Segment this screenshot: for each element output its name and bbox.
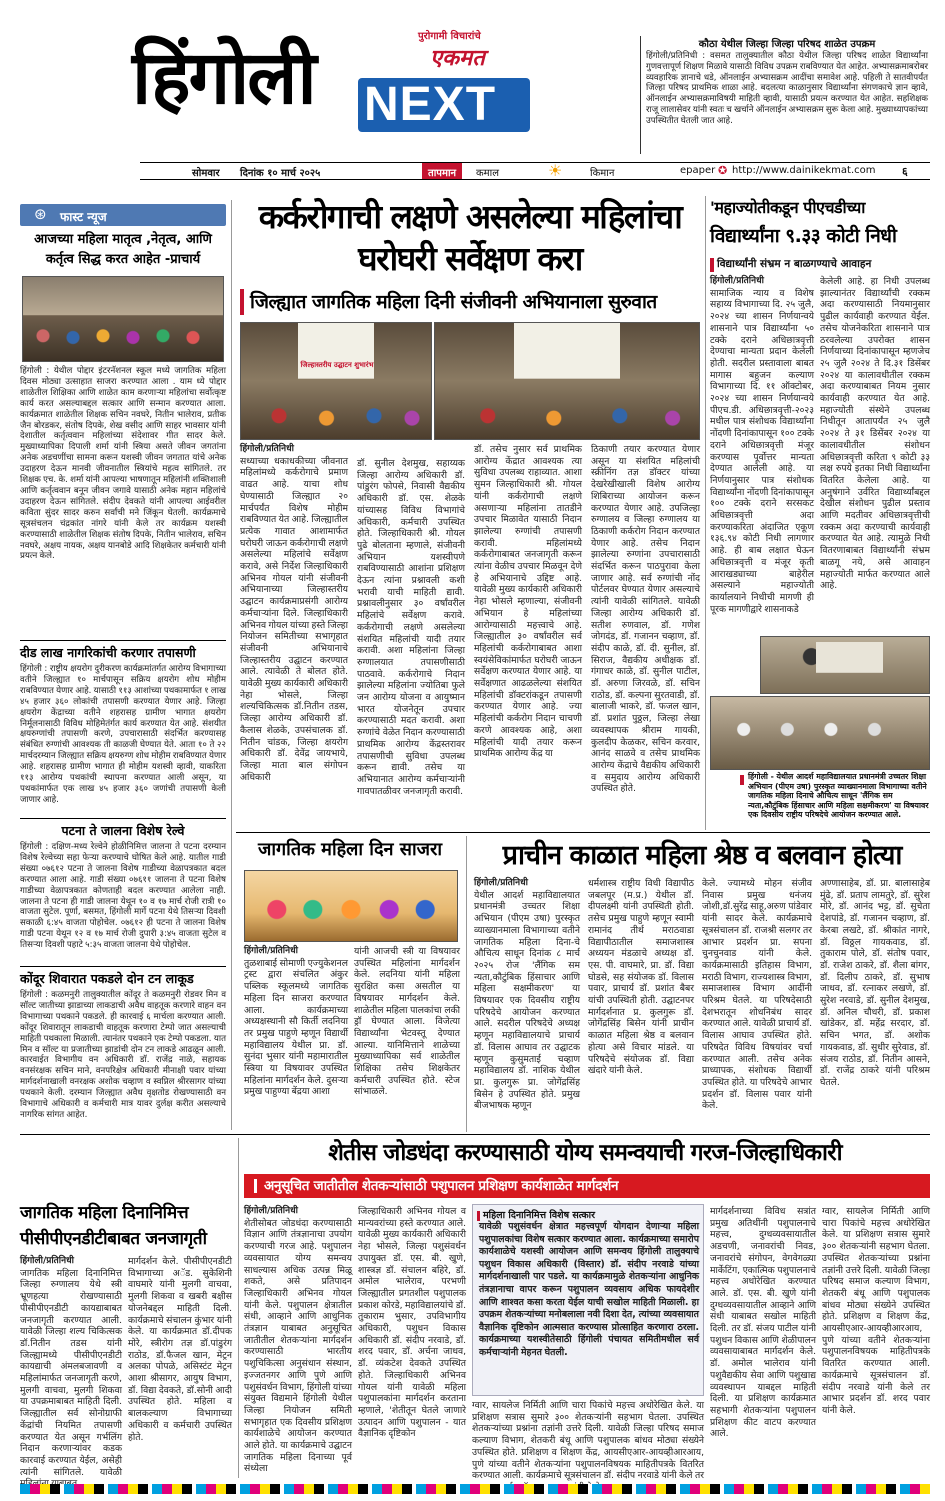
right-col1-text: सामाजिक न्याय व विशेष सहाय्य विभागाच्या दि. २५ जुलै, २०२४ च्या शासन निर्णयान्वये शासनाने पात्र विद्यार्थ्यांना ५० टक्के दराने अधिछात्रवृत्ती देण्याचा मान्यता प्रदान केलेली होती. सदरील प्रस्तावाला बाबत मागास बहुजन कल्याण विभागाच्या दि. ११ ऑक्टोबर, २०२४ च्या शासन निर्णयान्वये पीएच.डी. अधिछात्रवृत्ती-२०२३ मधील पात्र संशोधक विद्यार्थ्यांना नोंदणी दिनांकापासून १०० टक्के दराने अधिछात्रवृत्ती मंजूर करण्यास पूर्वोत्तर मान्यता देण्यात आलेली आहे. या निर्णयानुसार पात्र संशोधक विद्यार्थ्यांना नोंदणी दिनांकापासून १०० टक्के दराने सरसकट अधिछात्रवृत्ती अदा करण्याकरिता अंदाजित एकूण १३६.९४ कोटी निधी लागणार आहे. ही बाब लक्षात घेऊन अधिछात्रवृत्ती व मंजूर कृती आराखड्याच्या बाहेरील असल्याने महाज्योती कार्यालयाने निधीची मागणी ही पूरक मागणीद्वारे शासनाकडे — [710, 287, 814, 615]
main-byline: हिंगोली/प्रतिनिधी — [240, 444, 295, 454]
fast-news-story1-headline: आजच्या महिला मातृत्व ,नेतृत्व, आणि कर्तृत्व सिद्ध करत आहेत -प्राचार्य — [34, 232, 212, 267]
ancient-col4: अण्णासाहेब, डॉ. प्रा. बालासाहेब मुंढे, डॉ. प्रताप लामतुरे, डॉ. सुरेश मोरे, डॉ. आनंद भट्ट, डॉ. सुचेता देशपांडे, डॉ. गजानन चव्हाण, डॉ. केरबा लखटे, डॉ. श्रीकांत नागरे, डॉ. विठ्ठल गायकवाड, डॉ. तुकाराम पोले, डॉ. संतोष पवार, डॉ. राजेश ठाकरे, डॉ. शैला बांगर, डॉ. दिलीप ठाकरे, डॉ. सुभाष जाधव, डॉ. रत्नाकर लखणे, डॉ. सुरेश नरवाडे, डॉ. सुनील देशमुख, डॉ. अनिल चौधरी, डॉ. प्रकाश खांडेकर, डॉ. महेंद्र सरदार, डॉ. सचिन भगत, डॉ. अशोक गायकवाड, डॉ. सुधीर सुरेवाड, डॉ. संजय राठोड, डॉ. नितीन आसने, डॉ. राजेंद्र ठाकरे यांनी परिश्रम घेतले. — [820, 878, 930, 1088]
farm-banner-text: अनुसूचित जातीतील शेतकऱ्यांसाठी पशुपालन प्रशिक्षण कार्यशाळेत मार्गदर्शन — [264, 1178, 619, 1194]
main-event-photo-left — [240, 322, 432, 440]
ancient-col3: केले. ज्यामध्ये मोहन संजीव निवास प्रमुख धनंजय जोशी,डॉ.सुरेंद्र साहू,अरुण पांडेवार यांनी सादर केले. कार्यक्रमाचे सूत्रसंचालन डॉ. राजश्री सलगर तर आभार प्रदर्शन प्रा. सपना चुनचुनवाड यांनी केले. कार्यक्रमासाठी इतिहास विभाग, मराठी विभाग, राज्यशास्त्र विभाग, समाजशास्त्र विभाग आदींनी परिश्रम घेतले. या परिषदेसाठी देशभरातून शोधनिबंध सादर करण्यात आले. यावेळी प्राचार्य डॉ. विलास आघाव उपस्थित होते. परिषदेत विविध विषयांवर चर्चा करण्यात आली. तसेच अनेक प्राध्यापक, संशोधक विद्यार्थी उपस्थित होते. या परिषदेचे आभार प्रदर्शन डॉ. विलास पवार यांनी केले. — [702, 878, 812, 1112]
photo-banner-text: जिल्हास्तरीय उद्घाटन शुभारंभ — [300, 361, 374, 369]
main-event-photo-right — [434, 322, 700, 440]
womens-day-headline: जागतिक महिला दिन साजरा — [258, 839, 442, 860]
womens-col1-text: तुळशाबाई सोमाणी एज्युकेशनल ट्रस्ट द्वारा संचलित अंकुर पब्लिक स्कूलमध्ये जागतिक महिला दिन साजरा करण्यात आला. कार्यक्रमाच्या अध्यक्षस्थानी सौ किर्ती लदनिया तर प्रमुख पाहुणे म्हणून विद्यार्थी महाविद्यालय येथील प्रा. डॉ. सुनंदा भुसार यांनी महामारातील स्त्रिया या विषयावर उपस्थित महिलांना मार्गदर्शन केले. दुसऱ्या प्रमुख पाहुण्या बेंद्रया आशा — [244, 957, 348, 1098]
farm-banner — [244, 1174, 930, 1198]
color-registration-bar — [20, 1484, 930, 1494]
main-col4: ठिकाणी तयार करण्यात येणार असून या संशयित महिलांची स्क्रीनिंग तज्ञ डॉक्टर यांच्या देखरेखीखाली विशेष आरोग्य शिबिराच्या आयोजन करून करण्यात येणार आहे. उपजिल्हा रुग्णालय व जिल्हा रुग्णालय या ठिकाणी कर्करोग निदान करण्यात येणार आहे. तसेच निदान झालेल्या रुग्णांना उपचारासाठी संदर्भित करून पाठपुरावा केला जाणार आहे. सर्व रुग्णांची नोंद पोर्टलवर घेण्यात येणार असल्याचे त्यांनी यावेळी सांगितले. यावेळी जिल्हा आरोग्य अधिकारी डॉ. सतीश रुणवाल, डॉ. गणेश जोगदंड, डॉ. गजानन चव्हाण, डॉ. संदीप काळे, डॉ. दी. सुनील, डॉ. सिराज, वैद्यकीय अधीक्षक डॉ. गंगाधर काळे, डॉ. सुनील पाटील, डॉ. अरुणा जिरवळे, डॉ. सचिन राठोड, डॉ. कल्पना सुरतवाडी, डॉ. बालाजी भाकरे, डॉ. फजल खान, डॉ. प्रशांत पुठ्ठल, जिल्हा लेखा व्यवस्थापक श्रीराम गायकी, कुलदीप केळकर, सचिन करवार, आनंद साळवे व तसेच प्राथमिक आरोग्य केंद्राचे वैद्यकीय अधिकारी व समुदाय आरोग्य अधिकारी उपस्थित होते. — [591, 444, 700, 795]
brand-tag: पुरोगामी विचारांचे — [418, 31, 481, 42]
ancient-col2: धर्मशास्त्र राष्ट्रीय विधी विद्यापीठ जबलपूर (म.प्र.) येथील डॉ. दीपलक्ष्मी यांनी उपस्थिती होती. तसेच प्रमुख पाहुणे म्हणून स्वामी रामानंद तीर्थ मराठवाडा विद्यापीठातील समाजशास्त्र अध्ययन मंडळाचे अध्यक्ष डॉ. एस. पी. वाघमारे, प्रा. डॉ. विद्या घोडसे, सह संयोजक डॉ. विलास पवार, प्राचार्य डॉ. प्रशांत बैबर यांची उपस्थिती होती. उद्घाटनपर मार्गदर्शनात प्र. कुलगुरू डॉ. जोगेंद्रसिंह बिसेन यांनी प्राचीन काळात महिला श्रेष्ठ व बलवान होत्या असे विचार मांडले. या परिषदेचे संयोजक डॉ. विद्या खंदारे यांनी केले. — [588, 878, 694, 1077]
next-text: NEXT — [364, 78, 497, 131]
farm-byline: हिंगोली/प्रतिनिधी — [244, 1206, 299, 1216]
right-photo-caption: हिंगोली - येथील आदर्श महाविद्यालयात प्रधानमंत्री उच्चतर शिक्षा अभियान (पीएम उषा) पुरस्कृत व्याख्यानमाला विभागाच्या वतीने जागतिक महिला दिनाचे औचित्य साधून 'लैंगिक सम न्यता,कौटुंबिक हिंसाचार आणि महिला सक्षमीकरण' या विषयावर एक दिवसीय राष्ट्रीय परिषदेचे आयोजन करण्यात आले. — [748, 772, 929, 820]
right-headline: विद्यार्थ्यांना ९.३३ कोटी निधी — [710, 225, 897, 247]
school-event-photo — [22, 276, 224, 362]
main-headline: कर्करोगाची लक्षणे असलेल्या महिलांचा घरोघरी सर्वेक्षण करा — [258, 197, 682, 278]
fast-news-icon: ⊛ — [34, 205, 47, 223]
farm-highlight-bar — [477, 1211, 480, 1221]
main-story-body — [240, 444, 700, 828]
brief-body: हिंगोली/प्रतिनिधी : वसमत तालुक्यातील कौठा येथील जिल्हा परिषद शाळेत विद्यार्थ्यांना गुणवत्तापूर्ण शिक्षण मिळावे यासाठी विविध उपक्रम राबविण्यात येत आहेत. अभ्यासक्रमाबरोबर व्यवहारिक ज्ञानाचे धडे, ऑनलाईन अभ्यासक्रम आदींचा समावेश आहे. पहिली ते सातवीपर्यंत जिल्हा परिषद प्राथमिक शाळा आहे. बदलत्या काळानुसार विद्यार्थ्यांना संगणकाचे ज्ञान व्हावे, ऑनलाईन अभ्यासक्रमाविषयी माहिती व्हावी, यासाठी प्रयत्न करण्यात येत आहेत. सहशिक्षक राजू लालासेवर यांनी स्वतः च खर्चाने ऑनलाईन अभ्यासक्रम सुरू केला आहे. मुख्याध्यापकांच्या उपस्थितीत घेतली जात आहे. — [646, 51, 928, 126]
fast-news-story2-body: हिंगोली : राष्ट्रीय क्षयरोग दुरीकरण कार्यक्रमांतर्गत आरोग्य विभागाच्या वतीने जिल्ह्यात १० मार्चपासून सक्रिय क्षयरोग शोध मोहीम राबविण्यात येणार आहे. यासाठी ११३ आशांच्या पथकामार्फत १ लाख ४५ हजार ३६० लोकांची तपासणी करण्यात येणार आहे. जिल्हा क्षयरोग केंद्राच्या वतीने शहरासह ग्रामीण भागात क्षयरोग निर्मूलनासाठी विविध मोहिमेतंर्गत कार्य करण्यात येत आहे. संशयीत क्षयरुग्णांची तपासणी करणे, उपचारासाठी संदर्भित करण्यासह संबंधित रुग्णांची आवश्यक ती काळजी घेण्यात येते. आता १० ते २२ मार्चदरम्यान जिल्ह्यात सक्रिय क्षयरुग्ण शोध मोहीम राबविण्यात येणार आहे. शहरासह ग्रामीण भागात ही मोहीम यशस्वी व्हावी, याकरिता ११३ आरोग्य पथकांची स्थापना करण्यात आली असून, या पथकांमार्फत एक लाख ४५ हजार ३६० जणांची तपासणी केली जाणार आहे. — [20, 664, 226, 805]
pcpndt-headline: जागतिक महिला दिनानिमित्त पीसीपीएनडीटीबाबत जनजागृती — [20, 1203, 207, 1249]
masthead-title: हिंगोली — [132, 35, 315, 121]
max-label: कमाल — [476, 168, 500, 179]
fast-news-story4-headline: कोंदूर शिवारात पकडले दोन टन लाकूड — [20, 971, 194, 986]
main-subhead: जिल्ह्यात जागतिक महिला दिनी संजीवनी अभियानाला सुरुवात — [250, 291, 657, 313]
fast-news-story1-body: हिंगोली : येथील पोद्दार इंटरनॅशनल स्कूल मध्ये जागतिक महिला दिवस मोठ्या उत्साहात साजरा करण्यात आला . याम ध्ये पोद्दार शाळेतील शिक्षिका आणि शाळेत काम करणाऱ्या महिलांचा सर्वोत्कृष्ट कार्य करत असल्याबद्दल सत्कार आणि सन्मान करण्यात आला. कार्यक्रमात शाळेतील शिक्षक सचिन नवघरे, नितीन भालेराव, प्रतीक जैन बोरडकर, संतोष दिपके, शेख वसीद आणि साहर भावसार यांनी देशातील कर्तृत्ववान महिलांच्या संदेशावर गीत सादर केले. मुख्याध्यापिका दिपाली शर्मा यांनी स्त्रिया असते जीवन जगतांना अनेक अडचणींचा सामना करून यशस्वी जीवन जगतात यांचे अनेक उदाहरण देऊन मानवी जीवनातील स्त्रियांचे महत्व सांगितले. तर शिक्षक एच. के. शर्मा यांनी आपल्या भाषणातून महिलांनी शक्तिशाली आणि कर्तृत्ववान बनून जीवन जगावे यासाठी अनेक महान महिलांचे उदाहरण देऊन सांगितले. संदीप देवकते यांनी आपल्या आईवरील कविता सुंदर सादर करुन सर्वांची मने जिंकून घेतली. कार्यक्रमाचे सूत्रसंचलन चंद्रकांत नांगरे यांनी केले तर कार्यक्रम यशस्वी करण्यासाठी शाळेतील शिक्षक संतोष दिपके, नितीन भालेराव, सचिन नवघरे, अक्षय नायक, अक्षय यानबोडे आदि शिक्षकेतर कर्मचारी यांनी प्रयत्न केले. — [20, 366, 226, 562]
main-col1-text: सध्याच्या धकाधकीच्या जीवनात महिलांमध्ये कर्करोगाचे प्रमाण वाढत आहे. याचा शोध घेण्यासाठी जिल्ह्यात २० मार्चपर्यंत विशेष मोहीम राबविण्यात येत आहे. जिल्ह्यातील प्रत्येक गावात आशामार्फत घरोघरी जाऊन कर्करोगाची लक्षणे असलेल्या महिलांचे सर्वेक्षण करावे, असे निर्देश जिल्हाधिकारी अभिनव गोयल यांनी संजीवनी अभियानाच्या जिल्हास्तरीय उद्घाटन कार्यक्रमाप्रसंगी आरोग्य कर्मचाऱ्यांना दिले. जिल्हाधिकारी अभिनव गोयल यांच्या हस्ते जिल्हा नियोजन समितीच्या सभागृहात संजीवनी अभियानाचे जिल्हास्तरीय उद्घाटन करण्यात आले. त्यावेळी ते बोलत होते. यावेळी मुख्य कार्यकारी अधिकारी नेहा भोसले, जिल्हा शल्यचिकित्सक डॉ.नितीन तडस, जिल्हा आरोग्य अधिकारी डॉ. कैलास शेळके, उपसंचालक डॉ. नितीन चांडक, जिल्हा क्षयरोग अधिकारी डॉ. देवेंद्र जायभाये, जिल्हा माता बाल संगोपन अधिकारी — [240, 455, 349, 783]
epaper-label: epaper — [680, 165, 716, 176]
sun-icon: ☀ — [548, 161, 563, 180]
womens-day-photo — [244, 870, 458, 942]
farm-banner-bar — [254, 1179, 257, 1193]
issue-date: दिनांक १० मार्च २०२५ — [240, 168, 321, 179]
top-right-brief — [646, 38, 928, 156]
ancient-headline: प्राचीन काळात महिला श्रेष्ठ व बलवान होत्या — [502, 840, 902, 871]
brand-logo: एकमत — [430, 46, 485, 71]
right-kicker: 'महाज्योतीकडून पीएचडीच्या — [710, 198, 865, 217]
womens-byline: हिंगोली/प्रतिनिधी — [244, 946, 299, 956]
page-number: ६ — [902, 165, 908, 178]
issue-day: सोमवार — [192, 168, 220, 179]
farm-col4: मार्गदर्शनाच्या विविध सत्रांत प्रमुख अतिथींनी पशुपालनाचे महत्त्व, दुग्धव्यवसायातील अडचणी, जनावरांची निवड, जनावरांचे संगोपन, वेगवेगळ्या मार्केटिंग, एकात्मिक पशुपालनाचे महत्त्व अधोरेखित करण्यात आले. डॉ. एस. बी. खुणे यांनी दुग्धव्यवसायातील आव्हाने आणि संधी याबाबत सखोल माहिती दिली. तर डॉ. संजय पाटील यांनी पशुधन विकास आणि शेळीपालन व्यवसायाबाबत मार्गदर्शन केले. डॉ. अमोल भालेराव यांनी पशुवैद्यकीय सेवा आणि पशुखाद्य व्यवस्थापन याबद्दल माहिती दिली. या प्रशिक्षण कार्यक्रमात सहभागी शेतकऱ्यांना पशुपालन प्रशिक्षण कीट वाटप करण्यात आले. — [710, 1206, 816, 1440]
ancient-col1-text: येथील आदर्श महाविद्यालयात प्रधानमंत्री उच्चतर शिक्षा अभियान (पीएम उषा) पुरस्कृत व्याख्यानमाला विभागाच्या वतीने जागतिक महिला दिना-चे औचित्य साधून दिनांक ८ मार्च २०२५ रोज 'लैंगिक सम न्यता,कौटुंबिक हिंसाचार आणि महिला सक्षमीकरण' या विषयावर एक दिवसीय राष्ट्रीय परिषदेचे आयोजन करण्यात आले. सदरील परिषदेचे अध्यक्ष म्हणून महाविद्यालयाचे प्राचार्य डॉ. विलास आघाव तर उद्घाटक म्हणून कुसुमताई चव्हाण महाविद्यालय डॉ. नाशिक येथील प्रा. कुलगुरू प्रा. जोगेंद्रसिंह बिसेन हे उपस्थित होते. प्रमुख बीजभाषक म्हणून — [474, 889, 580, 1112]
pcpndt-col2: मार्गदर्शन केले. पीसीपीएनडीटी विभागाच्या अॅड. सुकेशिनी वाघमारे यांनी मुलगी वाचवा, मुलगी शिकवा व खबरी बक्षीस योजनेबद्दल माहिती दिली. कार्यक्रमाचे संचालन कुंभार यांनी केले. या कार्यक्रमात डॉ.दीपक मोरे, स्त्रीरोग तज्ञ डॉ.पांडुरंग राठोड, डॉ.फैजल खान, मेट्रन अलका पोपळे, असिस्टंट मेट्रन आशा श्रीसागर, आयुष विभाग, डॉ. विद्या देवकते, डॉ.सोनी आदी उपस्थित होते. महिला व बालकल्याण विभागाच्या अधिकारी व कर्मचारी उपस्थित होते. — [128, 1256, 232, 1443]
temp-label: तापमान — [422, 163, 462, 179]
farm-col2: जिल्हाधिकारी अभिनव गोयल व मान्यवरांच्या हस्ते करण्यात आले. यावेळी मुख्य कार्यकारी अधिकारी नेहा भोसले, जिल्हा पशुसंवर्धन उपायुक्त डॉ. एस. बी. खुणे, शास्त्रज्ञ डॉ. संचालन बहिरे, डॉ. अमोल भालेराव, परभणी जिल्ह्यातील प्रगतशील पशुपालक प्रकाश कोरडे, महाविद्यालयांचे डॉ. तुकाराम भुसार, उपविभागीय अधिकारी, पशुधन विकास अधिकारी डॉ. संदीप नरवाडे, डॉ. शरद पवार, डॉ. अर्चना जाधव, डॉ. व्यंकटेश देवकते उपस्थित होते. जिल्हाधिकारी अभिनव गोयल यांनी यावेळी महिला पशुपालकांना मार्गदर्शन करताना म्हणाले, 'शेतीतून घेतले जाणारे उत्पादन आणि पशुपालन - यात वैज्ञानिक दृष्टिकोन — [358, 1206, 466, 1440]
farm-col1-text: शेतीसोबत जोडधंदा करण्यासाठी विज्ञान आणि तंत्रज्ञानाचा उपयोग करण्याची गरज आहे. पशुपालन व्यवसायात योग्य समन्वय साधल्यास अधिक उत्पन्न मिळू शकते, असे प्रतिपादन जिल्हाधिकारी अभिनव गोयल यांनी केले. पशुपालन क्षेत्रातील संधी, आव्हाने आणि आधुनिक तंत्रज्ञान याबाबत अनुसूचित जातीतील शेतकऱ्यांना मार्गदर्शन करण्यासाठी भारतीय पशुचिकित्सा अनुसंधान संस्थान, इज्जतनगर आणि पुणे आणि पशुसंवर्धन विभाग, हिंगोली यांच्या संयुक्त विद्यमाने हिंगोली येथील जिल्हा नियोजन समिती सभागृहात एक दिवसीय प्रशिक्षण कार्यशाळेचे आयोजन करण्यात आले होते. या कार्यक्रमाचे उद्घाटन जागतिक महिला दिनाच्या पूर्व संध्येला — [244, 1217, 352, 1475]
right-col2: केलेली आहे. हा निधी उपलब्ध झाल्यानंतर विद्यार्थ्यांची रक्कम अदा करण्यासाठी नियमानुसार पुढील कार्यवाही करण्यात येईल. तसेच योजनेकरिता शासनाने पात्र ठरवलेल्या उपरोक्त शासन निर्णयाच्या दिनांकापासून म्हणजेच २५ जुलै २०२४ ते दि.३१ डिसेंबर २०२४ या कालावधीतील रक्कम अदा करण्याबाबत नियम नुसार कार्यवाही करण्यात येत आहे. महाज्योती संस्थेने उपलब्ध निधीतून आतापर्यंत २५ जुलै २०२४ ते ३१ डिसेंबर २०२४ या कालावधीतील संशोधन अधिछात्रवृत्ती करिता ९ कोटी ३३ लक्ष रुपये इतका निधी विद्यार्थ्यांना वितरित केलेला आहे. या अनुषंगाने उर्वरित विद्यार्थ्यांबद्दल देखील संशोधन पुढील प्रस्ताव आणि मदतीवर अधिछात्रवृत्तीची रक्कम अदा करण्याची कार्यवाही करण्यात येत आहे. त्यामुळे निधी वितरणाबाबत विद्यार्थ्यांनी संभ्रम बाळगू नये, असे आवाहन महाज्योती मार्फत करण्यात आले आहे. — [820, 276, 930, 592]
brief-headline: कौठा येथील जिल्हा जिल्हा परिषद शाळेत उपक्रम — [698, 39, 876, 50]
main-subhead-bar — [240, 289, 244, 315]
right-byline: हिंगोली/प्रतिनिधी — [710, 276, 765, 286]
womens-col1 — [244, 946, 348, 1132]
fast-news-story2-headline: दीड लाख नागरिकांची करणार तपासणी — [20, 645, 196, 660]
website-url: http://www.dainikekmat.com — [732, 165, 876, 176]
farm-highlight-body: यावेळी पशुसंवर्धन क्षेत्रात महत्त्वपूर्ण योगदान देणाऱ्या महिला पशुपालकांचा विशेष सत्कार करण्यात आला. कार्यक्रमाच्या समारोप कार्यशाळेचे यशस्वी आयोजन आणि समन्वय हिंगोली तालुक्याचे पशुधन विकास अधिकारी (विस्तार) डॉ. संदीप नरवाडे यांच्या मार्गदर्शनाखाली पार पडले. या कार्यक्रमामुळे शेतकऱ्यांना आधुनिक तंत्रज्ञानाचा वापर करून पशुपालन व्यवसाय अधिक फायदेशीर आणि शाश्वत कसा करता येईल याची सखोल माहिती मिळाली. हा उपक्रम शेतकऱ्यांच्या मनोबलाला नवी दिशा देत, त्यांच्या व्यवसायात वैज्ञानिक दृष्टिकोन आत्मसात करण्यास प्रोत्साहित करणारा ठरला. कार्यक्रमाच्या यशस्वीतेसाठी हिंगोली पंचायत समितीमधील सर्व कर्मचाऱ्यांनी मेहनत घेतली. — [479, 1221, 699, 1358]
right-col1 — [710, 276, 814, 636]
fast-news-label: फास्ट न्यूज — [60, 210, 107, 224]
farm-highlight-box — [472, 1204, 704, 1396]
womens-col2: यांनी आजची स्त्री या विषयावर उपस्थित महिलांना मार्गदर्शन केले. लदनिया यांनी महिला सुरक्षित कसा असतील या विषयावर मार्गदर्शन केले. शाळेतील महिला पालकांचा लकी ड्रॉ घेण्यात आला. विजेत्या विद्यार्थ्यांना भेटवस्तू देण्यात आल्या. यानिमित्ताने शाळेच्या मुख्याध्यापिका सर्व शाळेतील शिक्षिका तसेच शिक्षकेतर कर्मचारी उपस्थित होते. स्टेज सांभाळले. — [354, 946, 460, 1098]
date-strip — [140, 162, 930, 180]
main-col1 — [240, 444, 348, 828]
farm-headline: शेतीस जोडधंदा करण्यासाठी योग्य समन्वयाची गरज-जिल्हाधिकारी — [328, 1140, 842, 1166]
ancient-byline: हिंगोली/प्रतिनिधी — [474, 878, 529, 888]
fast-news-story3-headline: पटना ते जालना विशेष रेल्वे — [61, 823, 185, 838]
pcpndt-byline: हिंगोली/प्रतिनिधी — [20, 1256, 75, 1266]
right-caption-bar — [740, 775, 744, 785]
fast-news-story3-body: हिंगोली : दक्षिण-मध्य रेल्वेने होळीनिमित्त जालना ते पटना दरम्यान विशेष रेल्वेच्या सहा फेऱ्या करण्याचे घोषित केले आहे. यातील गाडी संख्या ०७६१२ पटना ते जालना विशेष गाडीच्या वेळापत्रकात बदल करण्यात आला आहे. गाडी संख्या ०७६११ जालना ते पटना विशेष गाडीच्या वेळापत्रकात कोणताही बदल करण्यात आलेला नाही. जालना ते पटना ही गाडी जालना येथून १० व १७ मार्च रोजी रात्री १० वाजता सुटेल. पूर्णा, बसमत, हिंगोली मार्गे पटना येथे तिसऱ्या दिवशी सकाळी ६:४५ वाजता पोहोचेल. ०७६१२ ही पटना ते जालना विशेष गाडी पटना येथून १२ व १७ मार्च रोजी दुपारी ३:४५ वाजता सुटेल व तिसऱ्या दिवशी पहाटे ५:३५ वाजता जालना येथे पोहोचेल. — [20, 842, 226, 951]
right-subhead-bar — [710, 258, 714, 272]
right-subhead: विद्यार्थ्यांनी संभ्रम न बाळगण्याचे आवाहन — [717, 258, 872, 270]
farm-col1 — [244, 1206, 352, 1476]
farm-highlight-head: महिला दिनानिमित्त विशेष सत्कार — [483, 1210, 596, 1221]
farm-col5: ग्वार, सायलेज निर्मिती आणि चारा पिकांचे महत्त्व अधोरेखित केले. या प्रशिक्षण सत्रास सुमारे ३०० शेतकऱ्यांनी सहभाग घेतला. उपस्थित शेतकऱ्यांच्या प्रश्नांना तज्ञांनी उत्तरे दिली. यावेळी जिल्हा परिषद समाज कल्याण विभाग, शेतकरी बंधू आणि पशुपालक बांधव मोठ्या संख्येने उपस्थित होते. प्रशिक्षण व शिक्षण केंद्र, आयसीएआर-आयव्हीआरआय, पुणे यांच्या वतीने शेतकऱ्यांना पशुपालनविषयक माहितीपत्रके वितरित करण्यात आली. कार्यक्रमाचे सूत्रसंचालन डॉ. संदीप नरवाडे यांनी केले तर आभार प्रदर्शन डॉ. शरद पवार यांनी केले. — [822, 1206, 930, 1416]
fast-news-header — [20, 204, 226, 226]
seminar-audience-photo — [710, 696, 930, 770]
seminar-speaker-photo — [760, 636, 930, 694]
ancient-col1 — [474, 878, 580, 1132]
farm-col3-cont: ग्वार, सायलेज निर्मिती आणि चारा पिकांचे महत्त्व अधोरेखित केले. या प्रशिक्षण सत्रास सुमारे ३०० शेतकऱ्यांनी सहभाग घेतला. उपस्थित शेतकऱ्यांच्या प्रश्नांना तज्ञांनी उत्तरे दिली. यावेळी जिल्हा परिषद समाज कल्याण विभाग, शेतकरी बंधू आणि पशुपालक बांधव मोठ्या संख्येने उपस्थित होते. प्रशिक्षण व शिक्षण केंद्र, आयसीएआर-आयव्हीआरआय, पुणे यांच्या वतीने शेतकऱ्यांना पशुपालनविषयक माहितीपत्रके वितरित करण्यात आली. कार्यक्रमाचे सूत्रसंचालन डॉ. संदीप नरवाडे यांनी केले तर — [472, 1400, 704, 1482]
main-col3: डॉ. तसेच नुसार सर्व प्राथमिक आरोग्य केंद्रात आवश्यक त्या सुविधा उपलब्ध राहाव्यात. आशा सुमन जिल्हाधिकारी श्री. गोयल यांनी कर्करोगाची लक्षणे असणाऱ्या महिलांना तातडीने उपचार मिळावेत यासाठी निदान झालेल्या रुग्णांची तपासणी करावी. महिलांमध्ये कर्करोगाबाबत जनजागृती करून त्यांना वेळीच उपचार मिळवून देणे हे अभियानाचे उद्दिष्ट आहे. यावेळी मुख्य कार्यकारी अधिकारी नेहा भोसले म्हणाल्या, संजीवनी अभियान हे महिलांच्या आरोग्यासाठी महत्त्वाचे आहे. जिल्ह्यातील ३० वर्षांवरील सर्व महिलांची कर्करोगाबाबत आशा स्वयंसेविकांमार्फत घरोघरी जाऊन सर्वेक्षण करण्यात येणार आहे. या सर्वेक्षणात आढळलेल्या संशयित महिलांची डॉक्टरांकडून तपासणी करण्यात येणार आहे. ज्या महिलांची कर्करोग निदान चाचणी करणे आवश्यक आहे, अशा महिलांची यादी तयार करून प्राथमिक आरोग्य केंद्र या — [474, 444, 582, 760]
min-label: किमान — [590, 168, 615, 179]
epaper-icon: ✪ — [718, 164, 728, 177]
pcpndt-col1 — [20, 1256, 122, 1476]
pcpndt-col1-text: जागतिक महिला दिनानिमित्त जिल्हा रुग्णालय येथे स्त्री भ्रूणहत्या रोखण्यासाठी पीसीपीएनडीटी कायद्याबाबत जनजागृती करण्यात आली. यावेळी जिल्हा शल्य चिकित्सक डॉ.नितीन तडस यांनी जिल्ह्यामध्ये पीसीपीएनडीटी कायद्याची अंमलबजावणी व महिलांमार्फत जनजागृती करणे, मुलगी वाचवा, मुलगी शिकवा या उपक्रमाबाबत माहिती दिली. जिल्ह्यातील सर्व सोनोग्राफी केंद्रांची नियमित तपासणी करण्यात येत असून गर्भलिंग निदान करणाऱ्यांवर कडक कारवाई करण्यात येईल, असेही त्यांनी सांगितले. यावेळी — [20, 1267, 122, 1478]
fast-news-story4-body: हिंगोली : कळमनुरी तालुक्यातील कोंदूर ते कळमनुरी रोडवर मिन व सॉल्ट जातीच्या झाडाच्या लाकडाची अवैध वाहतूक करणारे वाहन वन विभागाच्या पथकाने पकडले. ही कारवाई ६ मार्चला करण्यात आली. कोंदूर शिवारातून लाकडाची वाहतूक करणारा टेम्पो जात असल्याची माहिती पथकाला मिळाली. त्यानंतर पथकाने एक टेम्पो पकडला. यात मिन व सॉल्ट या प्रजातीच्या झाडांची दोन टन लाकडे आढळून आली. कारवाईत विभागीय वन अधिकारी डॉ. राजेंद्र नाळे, सहायक वनसंरक्षक सचिन माने, वनपरिक्षेत्र अधिकारी मीनाक्षी पवार यांच्या मार्गदर्शनाखाली वनरक्षक अशोक चव्हाण व स्वप्निल श्रीरसागर यांच्या पथकाने केली. दरम्यान जिल्ह्यात अवैध वृक्षतोड रोखण्यासाठी वन विभागाचे अधिकारी व कर्मचारी मात्र यावर दुर्लक्ष करीत असल्याचे नागरिक सांगत आहेत. — [20, 990, 226, 1120]
main-col2: डॉ. सुनील देशमुख, सहाय्यक जिल्हा आरोग्य अधिकारी डॉ. पांडुरंग फोपसे, निवासी वैद्यकीय अधिकारी डॉ. एस. शेळके यांच्यासह विविध विभागांचे अधिकारी, कर्मचारी उपस्थित होते. जिल्हाधिकारी श्री. गोयल पुढे बोलताना म्हणाले, संजीवनी अभियान यशस्वीपणे राबविण्यासाठी आशांना प्रशिक्षण देऊन त्यांना प्रश्नावली कशी भरावी याची माहिती द्यावी. प्रश्नावलीनुसार ३० वर्षांवरील महिलांचे सर्वेक्षण करावे. कर्करोगाची लक्षणे असलेल्या संशयित महिलांची यादी तयार करावी. अशा महिलांना जिल्हा रुग्णालयात तपासणीसाठी पाठवावे. कर्करोगाचे निदान झालेल्या महिलांना ज्योतिबा फुले जन आरोग्य योजना व आयुष्मान भारत योजनेतून उपचार करण्यासाठी मदत करावी. अशा रुग्णांचे वेळेत निदान करण्यासाठी प्राथमिक आरोग्य केंद्रस्तरावर तपासणीची सुविधा उपलब्ध करून द्यावी. तसेच या अभियानात आरोग्य कर्मचाऱ्यांनी गावपातळीवर जनजागृती करावी. — [357, 458, 465, 797]
